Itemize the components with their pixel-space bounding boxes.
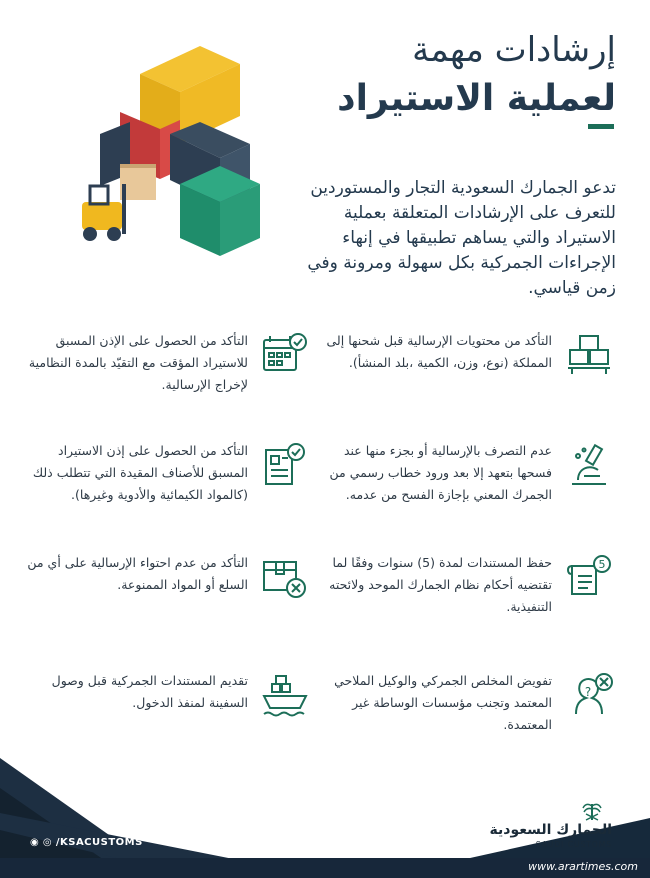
svg-text:?: ? — [584, 685, 592, 699]
footer-band — [0, 718, 650, 878]
guideline-text: التأكد من الحصول على إذن الاستيراد المسبق للأصناف المقيدة التي تتطلب ذلك (كالمواد الكيمائية والأدوية وغيرها). — [32, 443, 248, 502]
intro-paragraph: تدعو الجمارك السعودية التجار والمستوردين للتعرف على الإرشادات المتعلقة بعملية الاستيراد والتي يساهم تطبيقها في إنهاء الإجراءات الجمركية بكل سهولة ومرونة وفي زمن قياسي. — [307, 178, 616, 298]
guideline-text: تقديم المستندات الجمركية قبل وصول السفينة لمنفذ الدخول. — [51, 673, 248, 710]
svg-text:5: 5 — [598, 558, 606, 571]
guideline-text: التأكد من محتويات الإرسالية قبل شحنها إلى المملكة (نوع، وزن، الكمية ،بلد المنشأ). — [326, 333, 552, 370]
guideline-text: حفظ المستندات لمدة (5) سنوات وفقًا لما تقتضيه أحكام نظام الجمارك الموحد ولائحته التنفيذية. — [329, 555, 552, 614]
watermark: www.arartimes.com — [528, 860, 638, 873]
social-handle[interactable] — [30, 837, 143, 848]
guideline-item — [324, 330, 614, 420]
title-line-2: لعملية الاستيراد — [337, 78, 616, 119]
guideline-item — [324, 440, 614, 530]
social-handle-text: /KSACUSTOMS — [55, 837, 143, 848]
calendar-check-icon — [260, 330, 310, 380]
palm-emblem-icon — [582, 800, 602, 824]
logo-english-text: SAUDI CUSTOMS — [535, 840, 612, 849]
guideline-item — [20, 440, 310, 530]
boxes-icon — [564, 330, 614, 380]
title-underline — [588, 124, 614, 129]
title-line-1: إرشادات مهمة — [412, 30, 616, 70]
guideline-text: التأكد من عدم احتواء الإرسالية على أي من السلع أو المواد الممنوعة. — [27, 555, 248, 592]
ship-icon — [260, 670, 310, 720]
twitter-icon: ◉ — [30, 837, 40, 848]
saudi-customs-logo — [482, 800, 612, 850]
guideline-item — [20, 330, 310, 420]
guideline-item — [324, 552, 614, 642]
document-check-icon — [260, 440, 310, 490]
logo-arabic-text: الجمارك السعودية — [489, 822, 612, 838]
archive-5-icon — [564, 552, 614, 602]
instagram-icon: ◎ — [42, 837, 53, 848]
box-prohibited-icon — [260, 552, 310, 602]
guideline-text: التأكد من الحصول على الإذن المسبق للاستيراد المؤقت مع التقيّد بالمدة النظامية لإخراج الإرسالية. — [28, 333, 248, 392]
microscope-icon — [564, 440, 614, 490]
guideline-text: تفويض المخلص الجمركي والوكيل الملاحي المعتمد وتجنب مؤسسات الوساطة غير المعتمدة. — [334, 673, 552, 732]
containers-illustration — [60, 34, 260, 264]
guideline-text: عدم التصرف بالإرسالية أو بجزء منها عند فسحها بتعهد إلا بعد ورود خطاب رسمي من الجمرك المعني بإجازة الفسح من عدمه. — [329, 443, 552, 502]
guideline-item — [20, 552, 310, 642]
agent-question-icon — [564, 670, 614, 720]
